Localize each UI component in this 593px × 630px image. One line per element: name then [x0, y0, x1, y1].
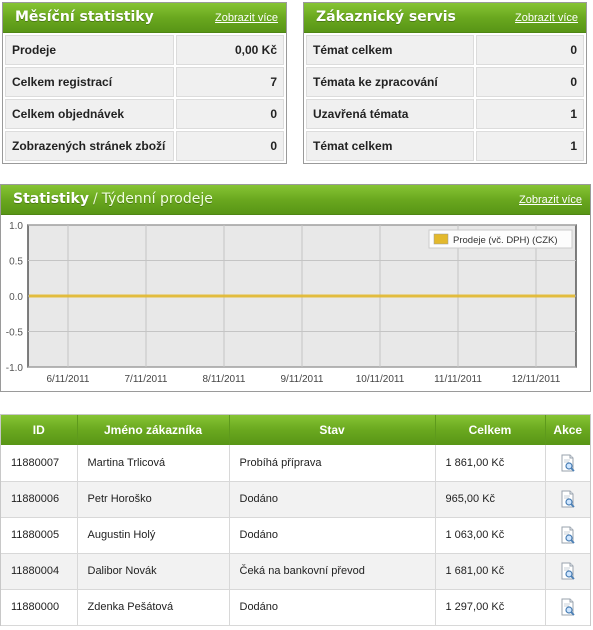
stats-subtitle: Týdenní prodeje — [101, 191, 213, 207]
weekly-sales-panel — [0, 184, 591, 392]
customer-service-table — [304, 33, 586, 163]
weekly-sales-header — [1, 185, 590, 215]
order-id: 11880004 — [1, 553, 77, 589]
table-row[interactable] — [1, 589, 590, 625]
customer-name: Zdenka Pešátová — [77, 589, 229, 625]
stat-value: 0 — [476, 67, 584, 97]
weekly-sales-more-link[interactable]: Zobrazit více — [519, 194, 582, 206]
stat-label: Témata ke zpracování — [306, 67, 474, 97]
monthly-stats-more-link[interactable]: Zobrazit více — [215, 12, 278, 24]
order-status: Dodáno — [229, 481, 435, 517]
stats-title: Statistiky — [13, 191, 89, 207]
order-total: 1 861,00 Kč — [435, 445, 545, 481]
stat-label: Témat celkem — [306, 35, 474, 65]
table-row[interactable] — [1, 517, 590, 553]
stat-row — [306, 131, 584, 161]
stat-value: 0 — [176, 99, 284, 129]
customer-service-header — [304, 3, 586, 33]
stat-value: 7 — [176, 67, 284, 97]
order-action-cell — [545, 589, 590, 625]
x-axis-ticks — [46, 374, 560, 385]
col-header-name[interactable]: Jméno zákazníka — [77, 415, 229, 445]
order-id: 11880000 — [1, 589, 77, 625]
order-status: Probíhá příprava — [229, 445, 435, 481]
order-id: 11880005 — [1, 517, 77, 553]
monthly-stats-table — [3, 33, 286, 163]
x-tick-label: 11/11/2011 — [434, 374, 482, 385]
stat-label: Uzavřená témata — [306, 99, 474, 129]
stat-row — [306, 99, 584, 129]
customer-service-panel — [303, 2, 587, 164]
view-document-icon[interactable] — [559, 490, 577, 508]
y-tick-label: 0.0 — [9, 292, 23, 303]
y-tick-label: 1.0 — [9, 221, 23, 232]
table-row[interactable] — [1, 481, 590, 517]
x-tick-label: 10/11/2011 — [355, 374, 405, 385]
view-document-icon[interactable] — [559, 598, 577, 616]
stat-label: Témat celkem — [306, 131, 474, 161]
title-separator: / — [92, 191, 98, 207]
col-header-id[interactable]: ID — [1, 415, 77, 445]
table-row[interactable] — [1, 445, 590, 481]
stat-label: Celkem objednávek — [5, 99, 174, 129]
table-row[interactable] — [1, 553, 590, 589]
chart-area — [1, 215, 591, 415]
view-document-icon[interactable] — [559, 454, 577, 472]
order-total: 1 063,00 Kč — [435, 517, 545, 553]
orders-header-row — [1, 415, 590, 445]
y-axis-ticks — [6, 221, 24, 374]
view-document-icon[interactable] — [559, 526, 577, 544]
stat-label: Prodeje — [5, 35, 174, 65]
stat-row — [5, 99, 284, 129]
x-tick-label: 6/11/2011 — [46, 374, 90, 385]
customer-name: Martina Trlicová — [77, 445, 229, 481]
stat-row — [306, 35, 584, 65]
stat-row — [306, 67, 584, 97]
order-action-cell — [545, 517, 590, 553]
customer-service-title: Zákaznický servis — [316, 9, 456, 25]
stat-label: Zobrazených stránek zboží — [5, 131, 174, 161]
x-tick-label: 7/11/2011 — [124, 374, 168, 385]
y-tick-label: -1.0 — [5, 363, 23, 374]
order-status: Dodáno — [229, 517, 435, 553]
order-action-cell — [545, 553, 590, 589]
stat-value: 1 — [476, 131, 584, 161]
x-tick-label: 8/11/2011 — [202, 374, 246, 385]
order-total: 1 681,00 Kč — [435, 553, 545, 589]
monthly-stats-header — [3, 3, 286, 33]
legend-label: Prodeje (vč. DPH) (CZK) — [453, 235, 558, 246]
monthly-stats-panel — [2, 2, 287, 164]
customer-name: Augustin Holý — [77, 517, 229, 553]
order-id: 11880006 — [1, 481, 77, 517]
weekly-sales-title — [13, 191, 213, 207]
view-document-icon[interactable] — [559, 562, 577, 580]
order-status: Čeká na bankovní převod — [229, 553, 435, 589]
y-tick-label: 0.5 — [9, 256, 23, 268]
monthly-stats-title: Měsíční statistiky — [15, 9, 154, 25]
stat-label: Celkem registrací — [5, 67, 174, 97]
x-tick-label: 12/11/2011 — [511, 374, 561, 385]
col-header-action: Akce — [553, 423, 583, 437]
legend-swatch — [434, 234, 448, 244]
legend — [429, 230, 572, 248]
stat-value: 0,00 Kč — [176, 35, 284, 65]
col-header-status[interactable]: Stav — [229, 415, 435, 445]
order-total: 965,00 Kč — [435, 481, 545, 517]
x-tick-label: 9/11/2011 — [280, 374, 324, 385]
order-action-cell — [545, 481, 590, 517]
col-header-total[interactable]: Celkem — [435, 415, 545, 445]
y-tick-label: -0.5 — [5, 327, 23, 339]
stat-row — [5, 131, 284, 161]
order-total: 1 297,00 Kč — [435, 589, 545, 625]
recent-orders-panel — [0, 414, 591, 626]
orders-table — [1, 415, 590, 626]
order-id: 11880007 — [1, 445, 77, 481]
customer-service-more-link[interactable]: Zobrazit více — [515, 12, 578, 24]
order-status: Dodáno — [229, 589, 435, 625]
stat-value: 1 — [476, 99, 584, 129]
stat-value: 0 — [176, 131, 284, 161]
order-action-cell — [545, 445, 590, 481]
stat-value: 0 — [476, 35, 584, 65]
weekly-sales-chart — [1, 215, 591, 391]
stat-row — [5, 35, 284, 65]
customer-name: Petr Horoško — [77, 481, 229, 517]
stat-row — [5, 67, 284, 97]
customer-name: Dalibor Novák — [77, 553, 229, 589]
